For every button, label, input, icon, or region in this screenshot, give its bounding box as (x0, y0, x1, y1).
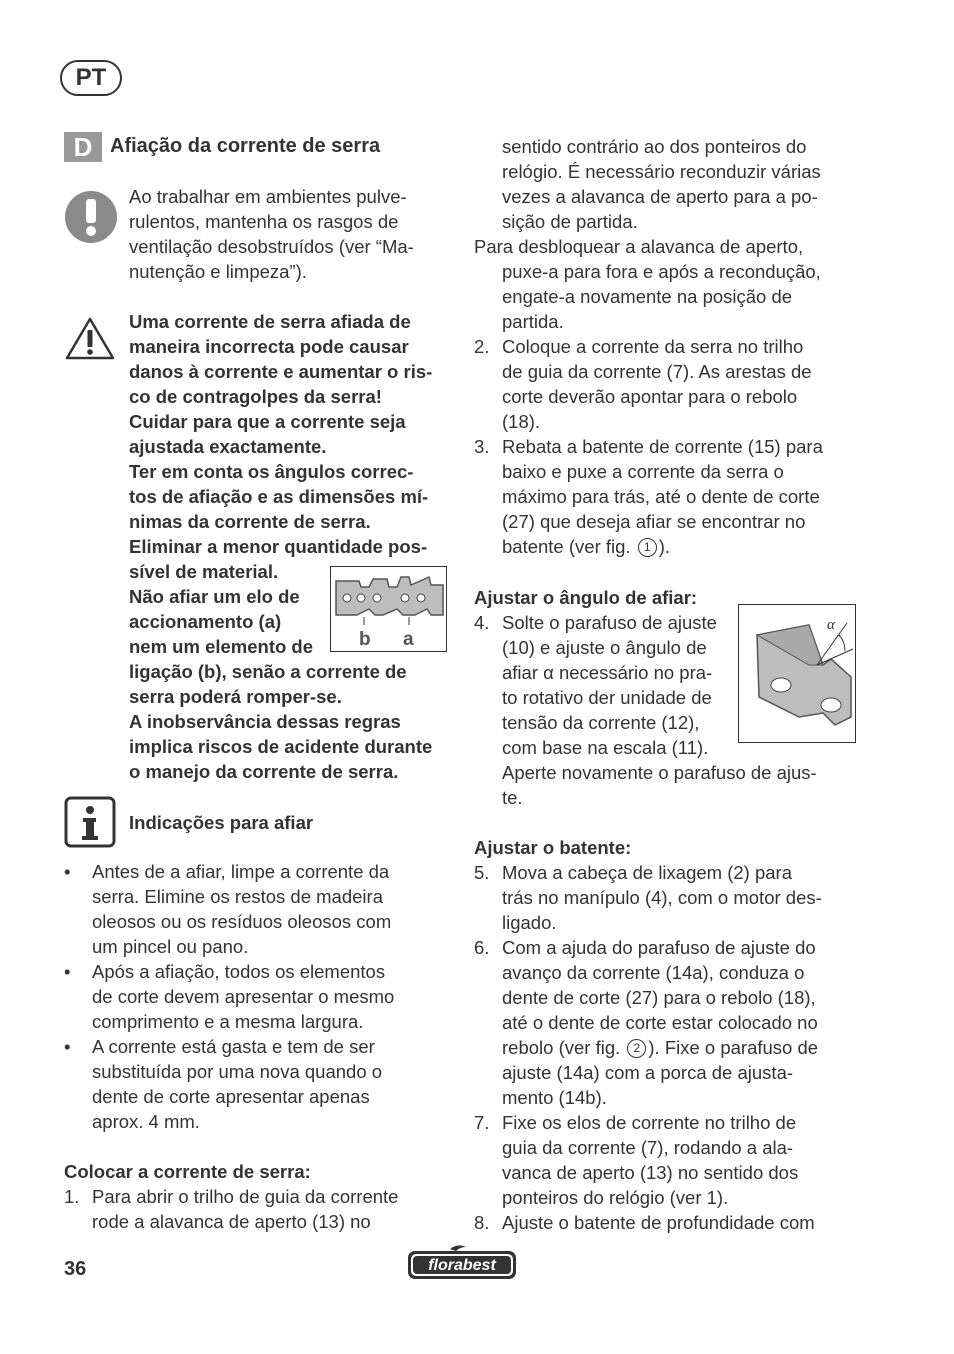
angle-figure (738, 604, 856, 743)
list-item: 7. Fixe os elos de corrente no trilho de guia da corrente (7), rodando a ala- vanca de aperto (13) no sentido dos ponteiros do relógio (ver 1). (474, 1112, 799, 1208)
exclamation-icon (64, 190, 118, 244)
warning-line: sível de material. (129, 561, 279, 582)
warning-text (129, 309, 451, 784)
bullet-list (64, 859, 454, 1134)
steps-2-3 (474, 334, 874, 559)
language-badge: PT (60, 60, 122, 96)
warning-line: maneira incorrecta pode causar (129, 336, 409, 357)
list-item: 3. Rebata a batente de corrente (15) para baixo e puxe a corrente da serra o máximo para trás, até o dente de corte (27) que deseja afiar se encontrar no batente (ver fig. 1 ). (474, 436, 823, 557)
warning-line: Não afiar um elo de (129, 586, 300, 607)
info-title: Indicações para afiar (129, 812, 314, 833)
colocar-heading: Colocar a corrente de serra: (64, 1161, 311, 1182)
warning-line: implica riscos de acidente durante (129, 736, 433, 757)
section-letter: D (64, 132, 102, 162)
note-dust (129, 184, 449, 284)
figure-ref-2: 2 (627, 1039, 646, 1058)
warning-line: co de contragolpes da serra! (129, 386, 382, 407)
list-item: • A corrente está gasta e tem de ser substituída por uma nova quando o dente de corte apresentar apenas aprox. 4 mm. (64, 1036, 383, 1132)
warning-line: danos à corrente e aumentar o ris- (129, 361, 433, 382)
warning-line: ajustada exactamente. (129, 436, 327, 457)
list-item: • Após a afiação, todos os elementos de corte devem apresentar o mesmo comprimento e a mesma largura. (64, 961, 395, 1032)
list-item: 8. Ajuste o batente de profundidade com (474, 1212, 815, 1233)
note-line: nutenção e limpeza”). (129, 261, 307, 282)
list-item: 4. Solte o parafuso de ajuste (10) e ajuste o ângulo de afiar α necessário no pra- to rotativo der unidade de tensão da corrente (12), com base na escala (11). Aperte novamente o parafuso de ajus- te. (474, 612, 817, 808)
warning-line: ligação (b), senão a corrente de (129, 661, 407, 682)
warning-line: Uma corrente de serra afiada de (129, 311, 411, 332)
warning-line: accionamento (a) (129, 611, 282, 632)
info-icon (64, 796, 116, 848)
label-a: a (403, 629, 414, 650)
steps-5-8 (474, 860, 874, 1235)
warning-line: serra poderá romper-se. (129, 686, 342, 707)
florabest-logo (406, 1243, 518, 1281)
warning-line: tos de afiação e as dimensões mí- (129, 486, 429, 507)
list-item: 5. Mova a cabeça de lixagem (2) para trás no manípulo (4), com o motor des- ligado. (474, 862, 822, 933)
warning-line: Eliminar a menor quantidade pos- (129, 536, 428, 557)
unlock-paragraph: Para desbloquear a alavanca de aperto, puxe-a para fora e após a recondução, engate-a novamente na posição de partida. (474, 236, 821, 332)
list-item: • Antes de a afiar, limpe a corrente da serra. Elimine os restos de madeira oleosos ou os resíduos oleosos com um pincel ou pano. (64, 861, 392, 957)
warning-line: Cuidar para que a corrente seja (129, 411, 406, 432)
page-number: 36 (64, 1258, 87, 1280)
list-item: 2. Coloque a corrente da serra no trilho de guia da corrente (7). As arestas de corte deverão apontar para o rebolo (18). (474, 336, 812, 432)
warning-line: nimas da corrente de serra. (129, 511, 371, 532)
brand-text: florabest (428, 1257, 496, 1274)
alpha-label: α (827, 617, 835, 633)
chain-figure (330, 566, 447, 652)
warning-line: nem um elemento de (129, 636, 314, 657)
tooth-drawing (739, 605, 855, 742)
angulo-heading: Ajustar o ângulo de afiar: (474, 587, 698, 608)
step1-continued: sentido contrário ao dos ponteiros do relógio. É necessário reconduzir várias vezes a alavanca de aperto para a po- sição de partida. (502, 136, 821, 232)
section-title: Afiação da corrente de serra (110, 135, 381, 157)
list-item: 1. Para abrir o trilho de guia da corrente rode a alavanca de aperto (13) no (64, 1186, 399, 1232)
step1-left (64, 1184, 464, 1234)
warning-line: Ter em conta os ângulos correc- (129, 461, 414, 482)
note-line: rulentos, mantenha os rasgos de (129, 211, 399, 232)
label-b: b (359, 629, 371, 650)
chain-drawing (331, 567, 446, 651)
note-line: Ao trabalhar em ambientes pulve- (129, 186, 407, 207)
warning-line: A inobservância dessas regras (129, 711, 401, 732)
note-line: ventilação desobstruídos (ver “Ma- (129, 236, 414, 257)
warning-icon (65, 316, 115, 360)
figure-ref-1: 1 (638, 538, 657, 557)
batente-heading: Ajustar o batente: (474, 837, 632, 858)
warning-line: o manejo da corrente de serra. (129, 761, 399, 782)
list-item: 6. Com a ajuda do parafuso de ajuste do avanço da corrente (14a), conduza o dente de corte (27) para o rebolo (18), até o dente de corte estar colocado no rebolo (ver fig. 2 ). Fixe o parafuso de ajuste (14a) com a porca de ajusta- mento (14b). (474, 937, 819, 1108)
